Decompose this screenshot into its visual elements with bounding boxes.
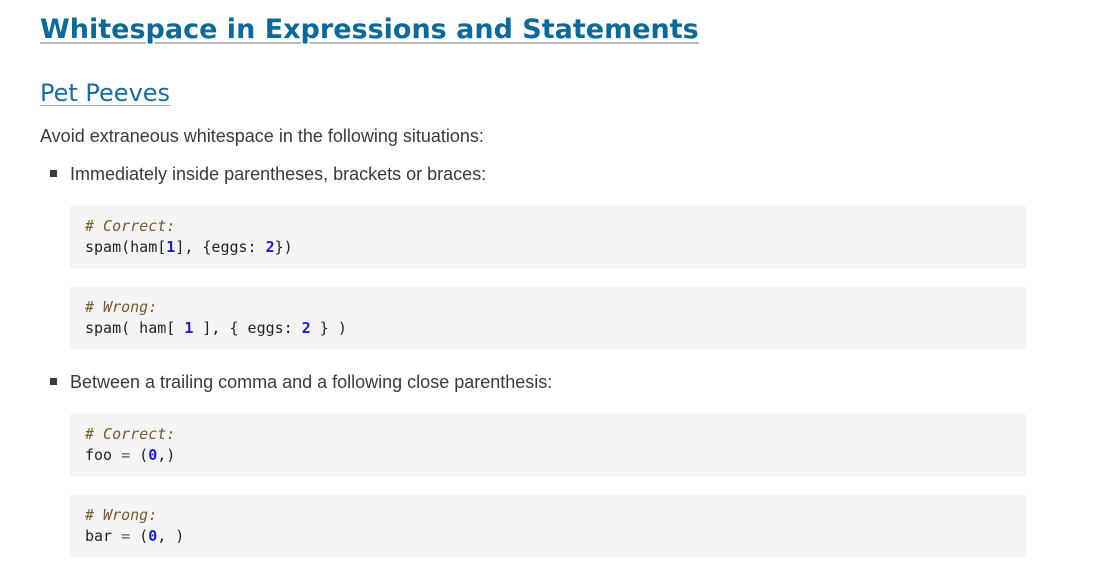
code-text: ,) [157,446,176,464]
code-number: 0 [148,446,158,464]
code-text: , ) [157,527,185,545]
code-comment: # Wrong: [85,298,158,316]
code-text: ], {eggs: [175,238,266,256]
code-number: 1 [166,238,176,256]
code-text: ( [130,527,149,545]
code-text: }) [274,238,293,256]
code-block-correct [70,414,1026,477]
bullet-square-icon [50,378,57,385]
code-text: ( [130,446,149,464]
code-operator: = [121,446,131,464]
code-line [85,445,1011,466]
code-block-wrong [70,287,1026,350]
code-block-correct [70,206,1026,269]
list-item [40,162,1026,337]
section-title[interactable]: Whitespace in Expressions and Statements [40,14,699,45]
code-comment: # Correct: [85,217,176,235]
code-comment: # Correct: [85,425,176,443]
intro-paragraph: Avoid extraneous whitespace in the following situations: [40,126,484,146]
code-text: } ) [310,319,347,337]
code-line [85,526,1011,547]
bullet-square-icon [50,170,57,177]
bullet-text: Immediately inside parentheses, brackets or braces: [70,164,487,184]
list-item [40,370,1026,545]
code-text: foo [85,446,122,464]
code-text: ], { eggs: [193,319,302,337]
code-comment: # Wrong: [85,506,158,524]
code-text: spam( ham[ [85,319,185,337]
code-line [85,318,1011,339]
code-number: 2 [301,319,311,337]
bullet-text: Between a trailing comma and a following close parenthesis: [70,372,553,392]
code-number: 2 [265,238,275,256]
subsection-title[interactable]: Pet Peeves [40,79,171,107]
code-text: spam(ham[ [85,238,167,256]
code-number: 0 [148,527,158,545]
code-operator: = [121,527,131,545]
code-number: 1 [184,319,194,337]
code-line [85,237,1011,258]
code-block-wrong [70,495,1026,558]
code-text: bar [85,527,122,545]
